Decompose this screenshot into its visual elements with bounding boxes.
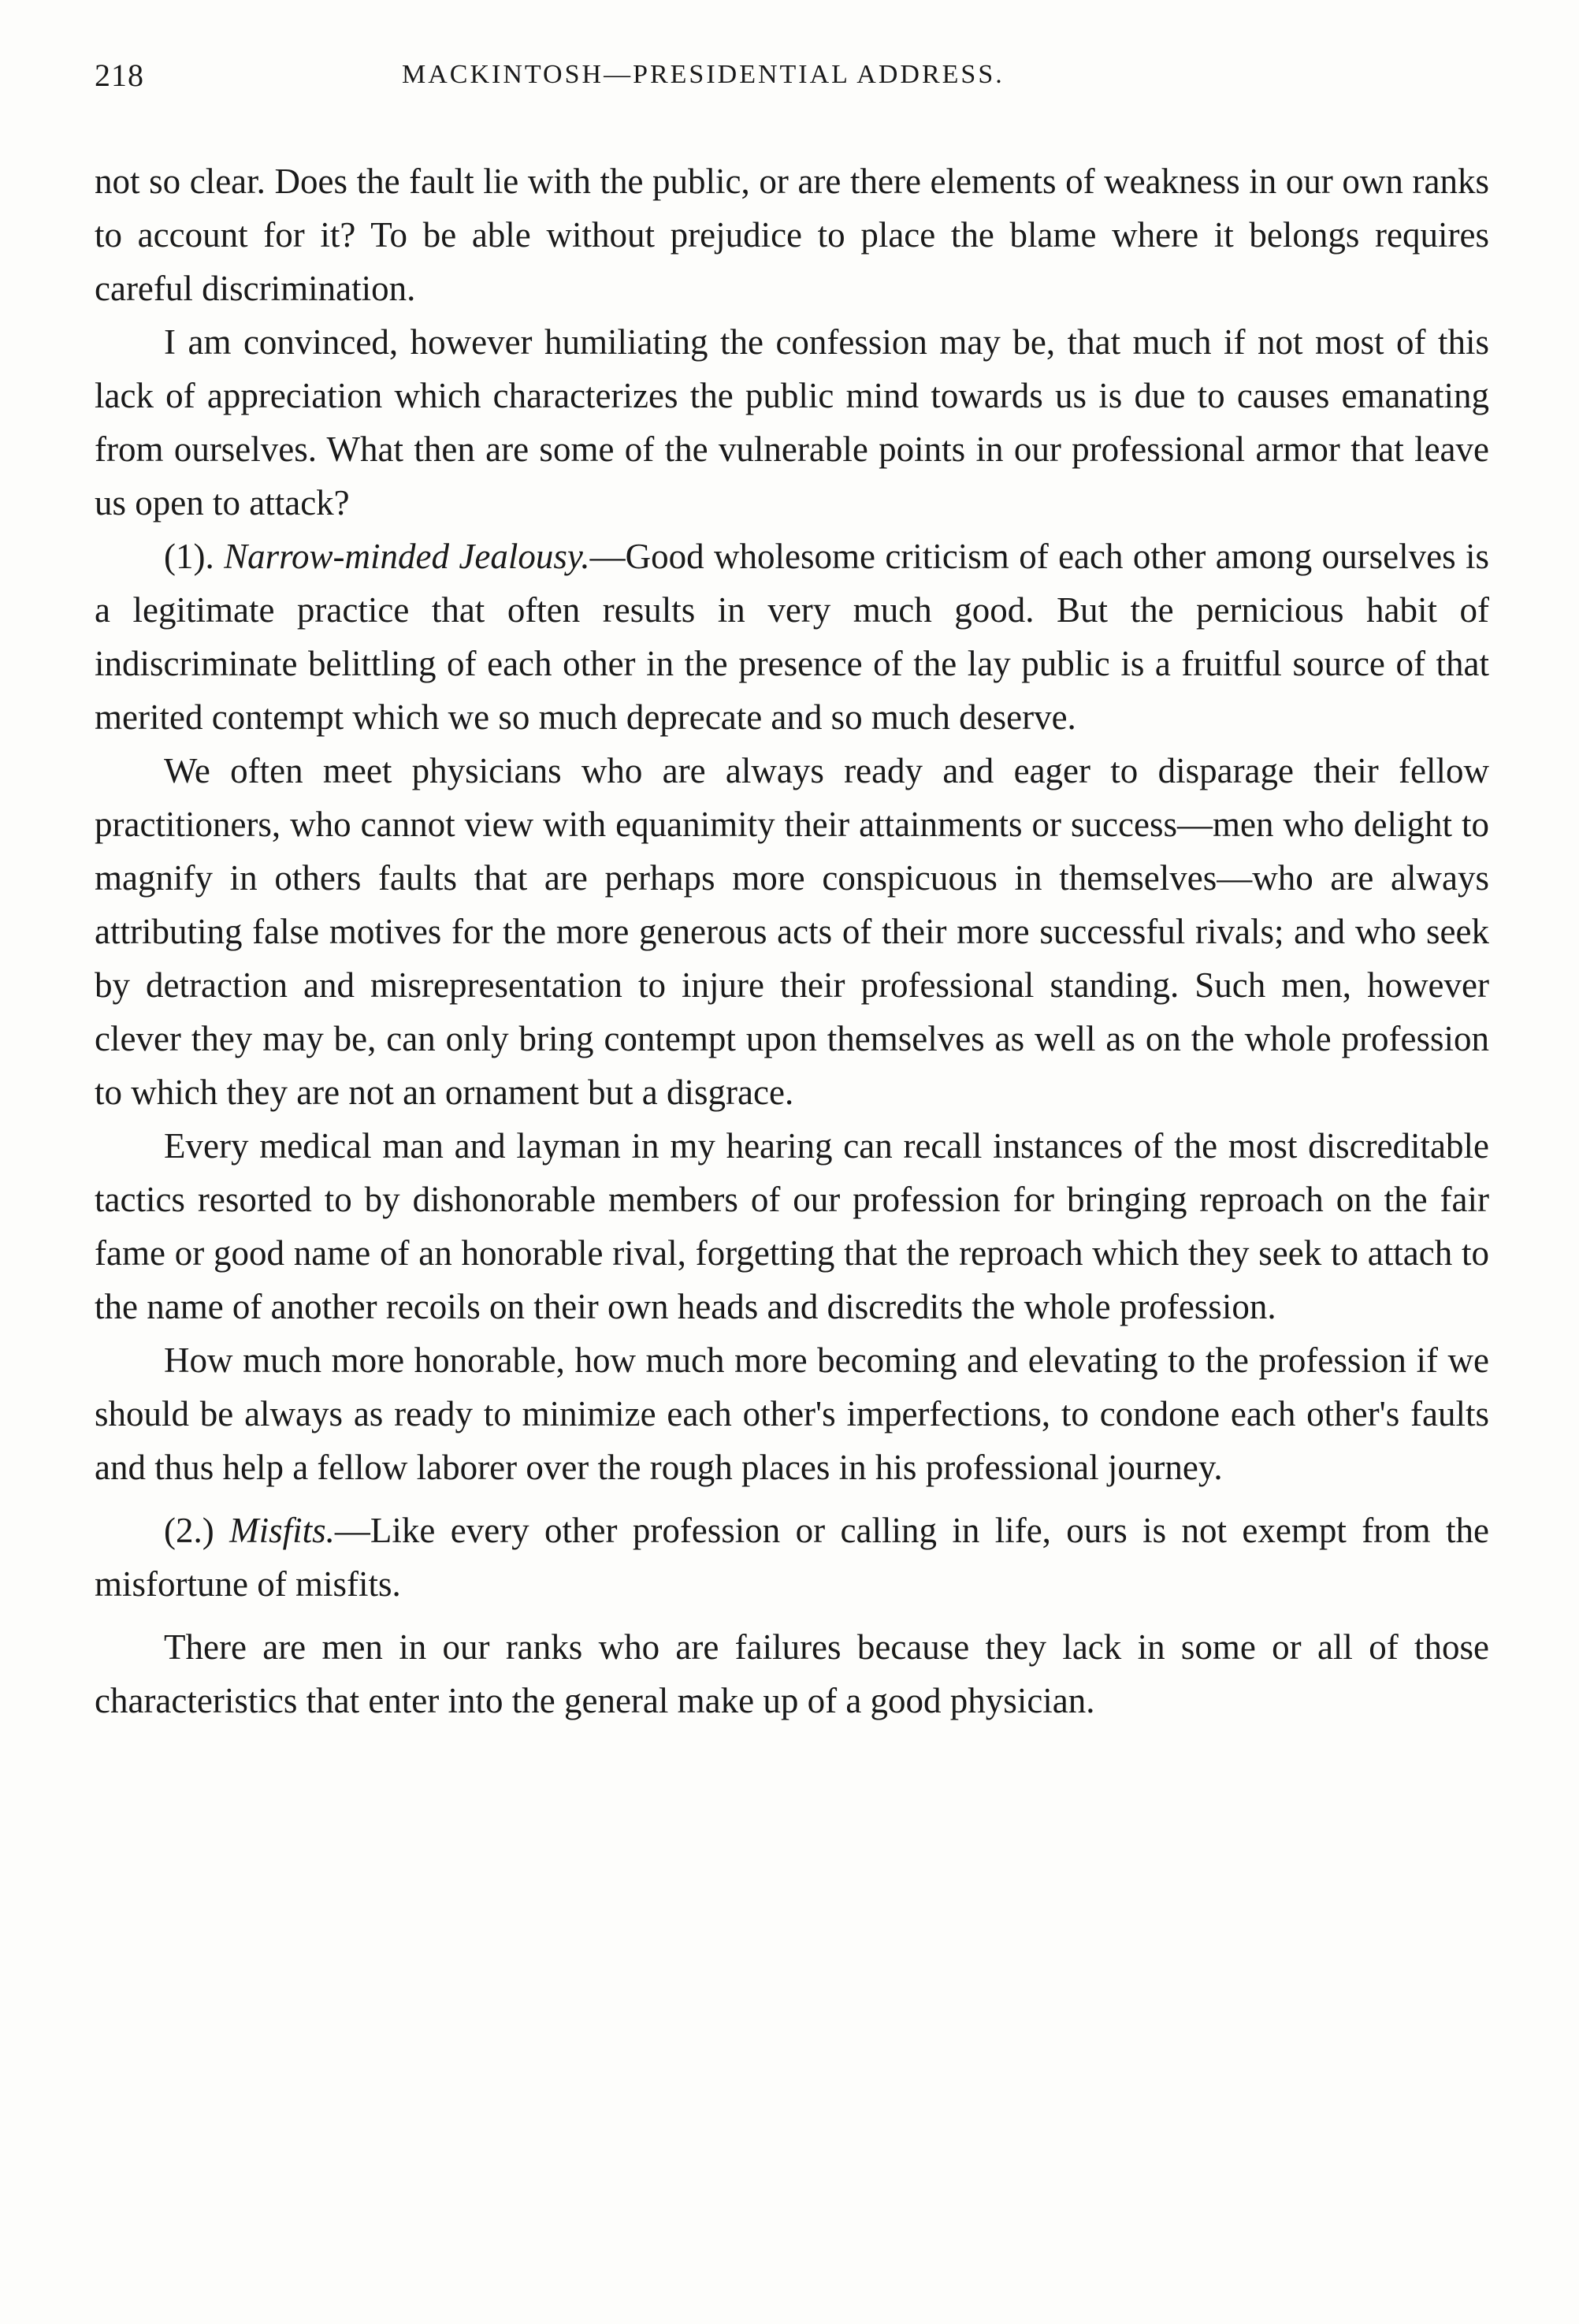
paragraph-1-text: not so clear. Does the fault lie with the public, or are there elements of weakness in our own ranks to account for it? To be able without prejudice to place the blame where it belongs requires careful discrimination. xyxy=(95,162,1489,308)
section-heading-narrow-minded-jealousy: Narrow-minded Jealousy. xyxy=(224,537,590,576)
paragraph-3-text: —Good wholesome criticism of each other among ourselves is a legitimate practice that often results in very much good. But the pernicious habit of indiscriminate belittling of each other in the presence of the lay public is a fruitful source of that merited contempt which we so much deprecate and so much deserve. xyxy=(95,537,1490,737)
body-text xyxy=(95,154,1489,1727)
running-head: MACKINTOSH—PRESIDENTIAL ADDRESS. xyxy=(402,60,1005,89)
paragraph-5 xyxy=(95,1119,1489,1333)
paragraph-5-text: Every medical man and layman in my hearing can recall instances of the most discreditable tactics resorted to by dishonorable members of our profession for bringing reproach on the fair fame or good name of an honorable rival, forgetting that the reproach which they seek to attach to the name of another recoils on their own heads and discredits the whole profession. xyxy=(95,1126,1489,1326)
page-number: 218 xyxy=(95,58,144,93)
paragraph-4 xyxy=(95,744,1489,1119)
paragraph-1 xyxy=(95,154,1489,315)
section-heading-misfits: Misfits. xyxy=(229,1511,335,1550)
paragraph-7 xyxy=(95,1504,1489,1611)
paragraph-6-text: How much more honorable, how much more becoming and elevating to the profession if we should be always as ready to minimize each other's imperfections, to condone each other's faults and thus help a fellow laborer over the rough places in his professional journey. xyxy=(95,1340,1489,1487)
paragraph-3 xyxy=(95,530,1489,744)
paragraph-2-text: I am convinced, however humiliating the confession may be, that much if not most of this lack of appreciation which characterizes the public mind towards us is due to causes emanating from ourselves. What then are some of the vulnerable points in our professional armor that leave us open to attack? xyxy=(95,322,1489,522)
section-number-1: (1). xyxy=(164,537,214,576)
paragraph-8 xyxy=(95,1620,1489,1727)
paragraph-4-text: We often meet physicians who are always ready and eager to disparage their fellow practitioners, who cannot view with equanimity their attainments or success—men who delight to magnify in others faults that are perhaps more conspicuous in themselves—who are always attributing false motives for the more generous acts of their more successful rivals; and who seek by detraction and misrepresentation to injure their professional standing. Such men, however clever they may be, can only bring contempt upon themselves as well as on the whole profession to which they are not an ornament but a disgrace. xyxy=(95,751,1489,1112)
paragraph-7-text: —Like every other profession or calling in life, ours is not exempt from the misfortune of misfits. xyxy=(95,1511,1490,1604)
paragraph-6 xyxy=(95,1333,1489,1494)
page-header xyxy=(95,57,1489,104)
paragraph-8-text: There are men in our ranks who are failures because they lack in some or all of those characteristics that enter into the general make up of a good physician. xyxy=(95,1627,1489,1720)
paragraph-2 xyxy=(95,315,1489,530)
section-number-2: (2.) xyxy=(164,1511,214,1550)
